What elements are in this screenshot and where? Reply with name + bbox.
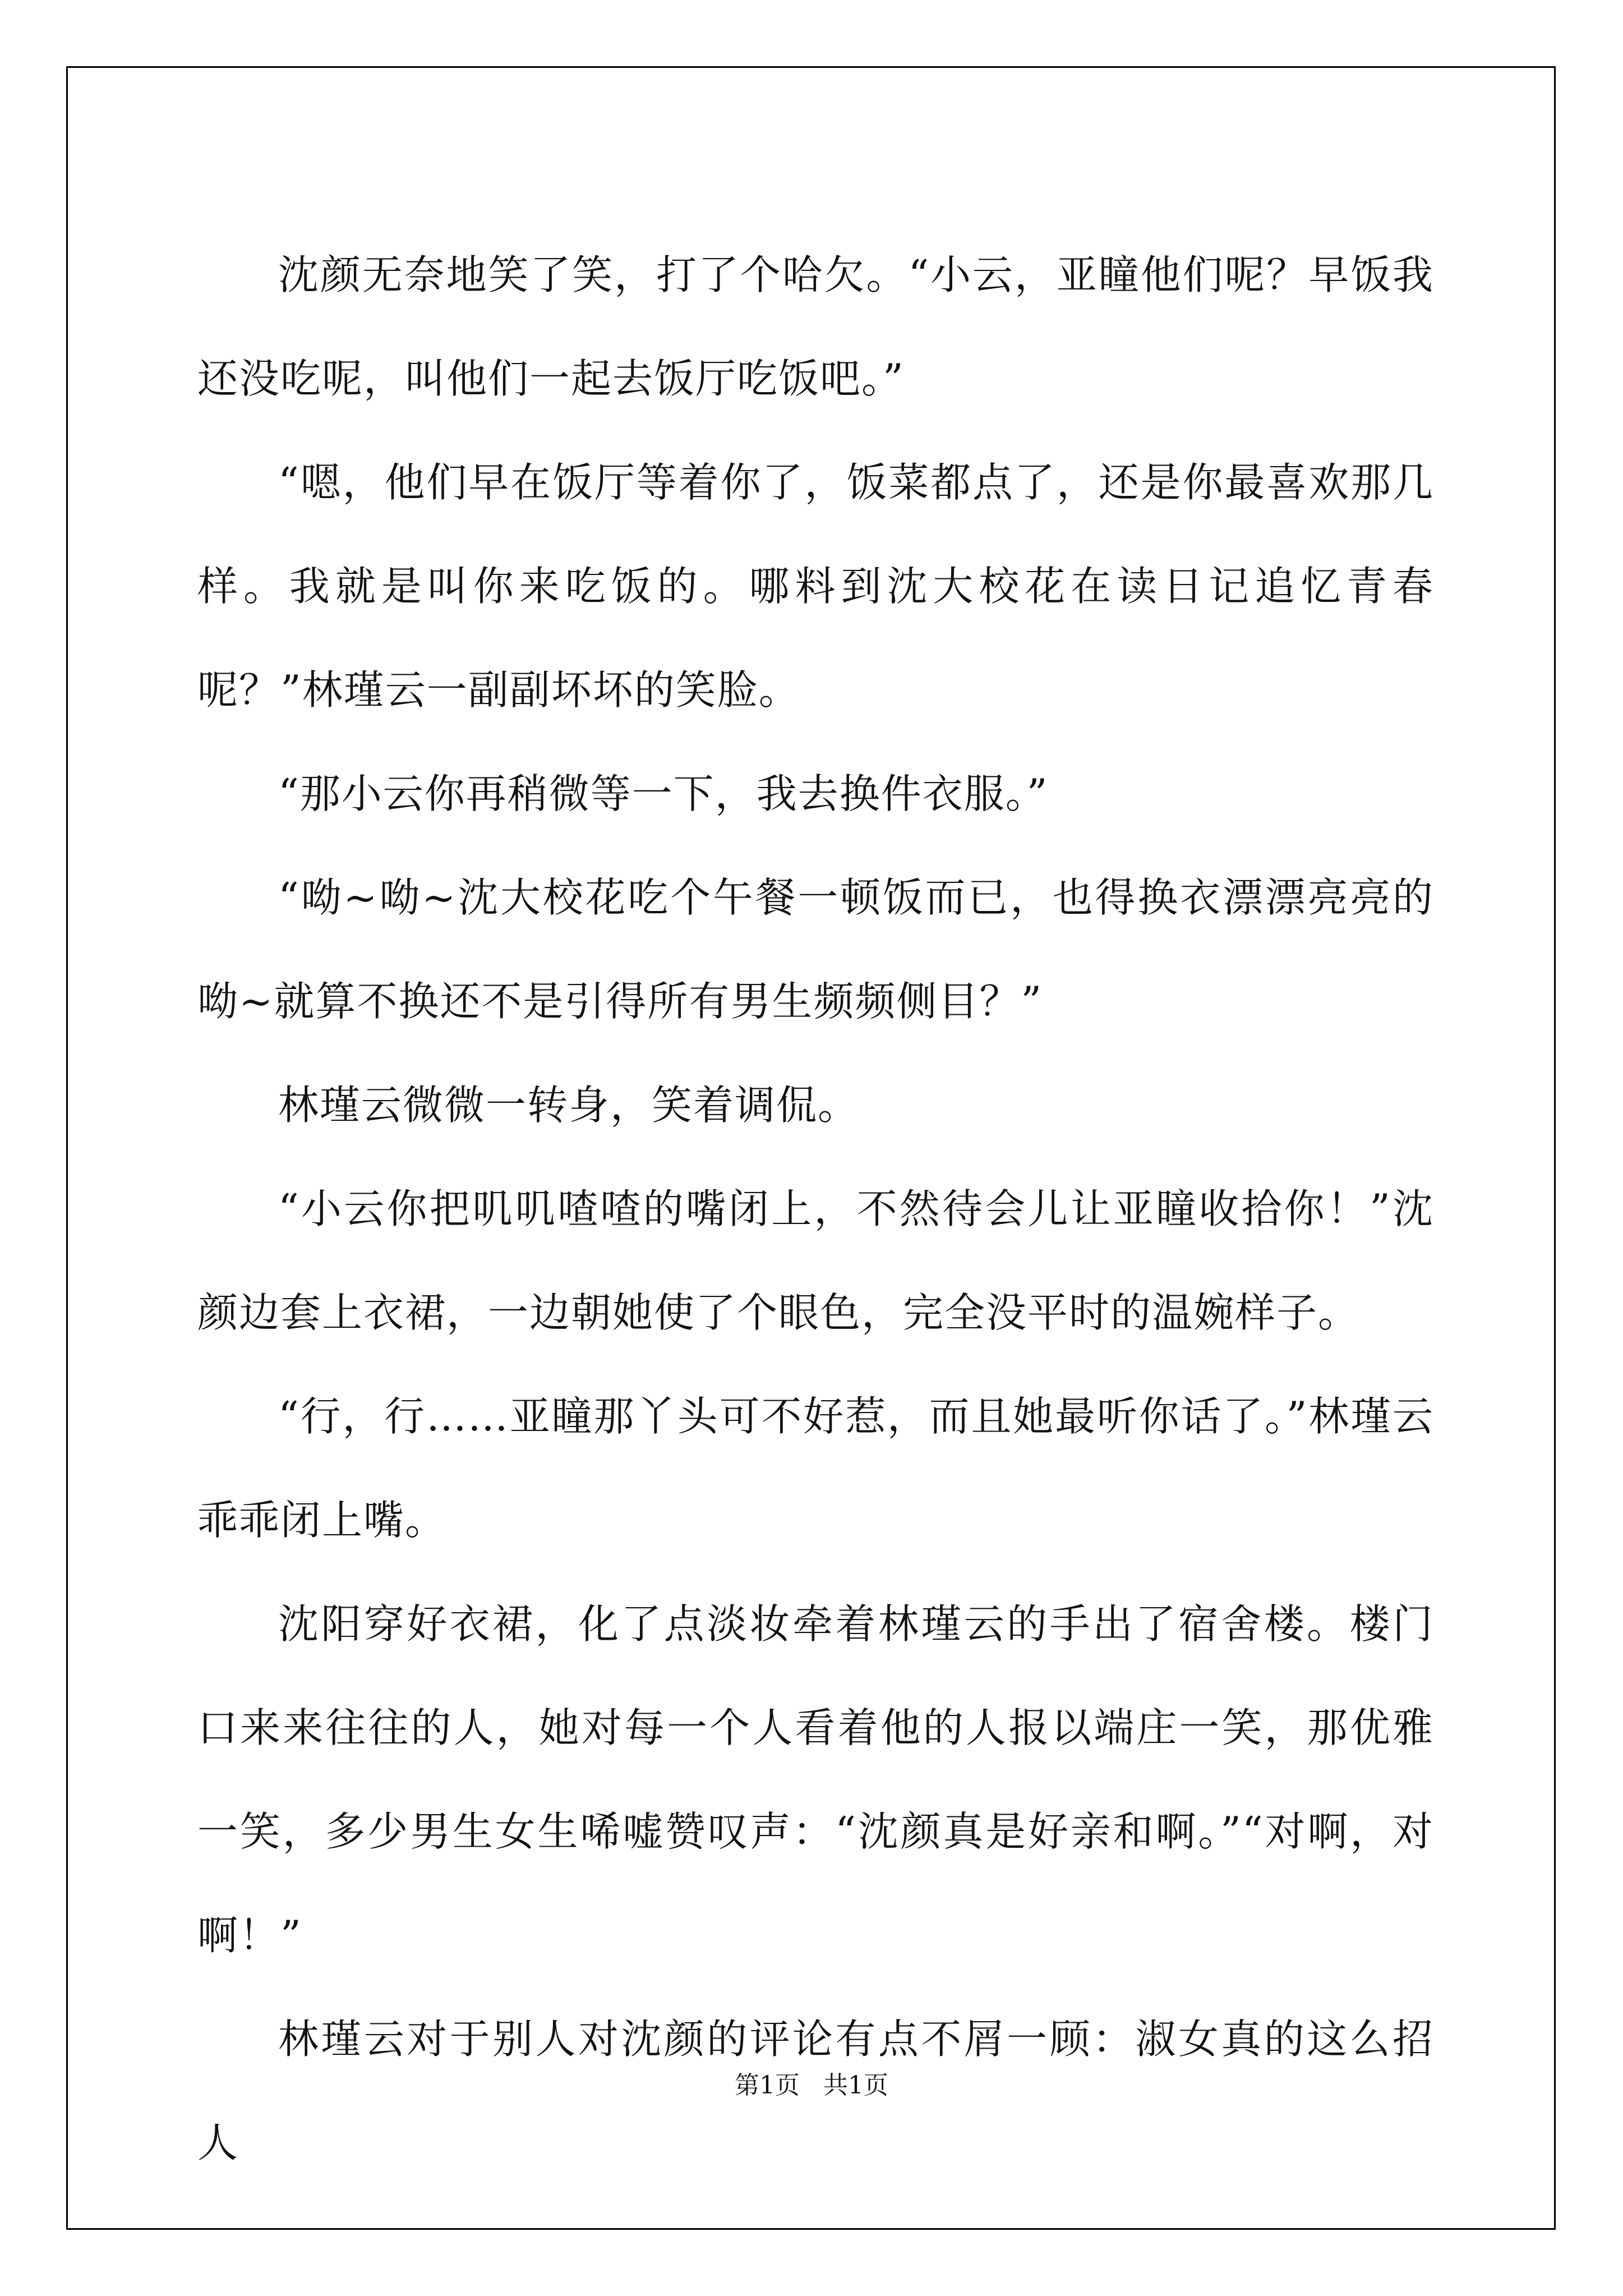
- page-footer: [0, 2069, 1623, 2102]
- document-body: [197, 223, 1434, 2195]
- paragraph-2: “嗯，他们早在饭厅等着你了，饭菜都点了，还是你最喜欢那几样。我就是叫你来吃饭的。哪料到沈大校花在读日记追忆青春呢？”林瑾云一副副坏坏的笑脸。: [197, 459, 1434, 714]
- paragraph-9: 林瑾云对于别人对沈颜的评论有点不屑一顾：淑女真的这么招人: [197, 2016, 1434, 2166]
- paragraph-8: 沈阳穿好衣裙，化了点淡妆牵着林瑾云的手出了宿舍楼。楼门口来来往往的人，她对每一个人看着他的人报以端庄一笑，那优雅一笑，多少男生女生唏嘘赞叹声：“沈颜真是好亲和啊。”“对啊，对啊！”: [197, 1600, 1434, 1959]
- paragraph-6: “小云你把叽叽喳喳的嘴闭上，不然待会儿让亚瞳收拾你！”沈颜边套上衣裙，一边朝她使了个眼色，完全没平时的温婉样子。: [197, 1185, 1434, 1336]
- paragraph-4: “呦~呦~沈大校花吃个午餐一顿饭而已，也得换衣漂漂亮亮的呦~就算不换还不是引得所有男生频频侧目？”: [197, 874, 1434, 1025]
- paragraph-7: “行，行……亚瞳那丫头可不好惹，而且她最听你话了。”林瑾云乖乖闭上嘴。: [197, 1393, 1434, 1544]
- paragraph-5: 林瑾云微微一转身，笑着调侃。: [278, 1082, 860, 1129]
- page-total: 共1页: [823, 2071, 888, 2100]
- page-number: 第1页: [735, 2071, 800, 2100]
- paragraph-3: “那小云你再稍微等一下，我去换件衣服。”: [278, 770, 1049, 817]
- paragraph-1: 沈颜无奈地笑了笑，打了个哈欠。“小云，亚瞳他们呢？早饭我还没吃呢，叫他们一起去饭厅吃饭吧。”: [197, 251, 1434, 402]
